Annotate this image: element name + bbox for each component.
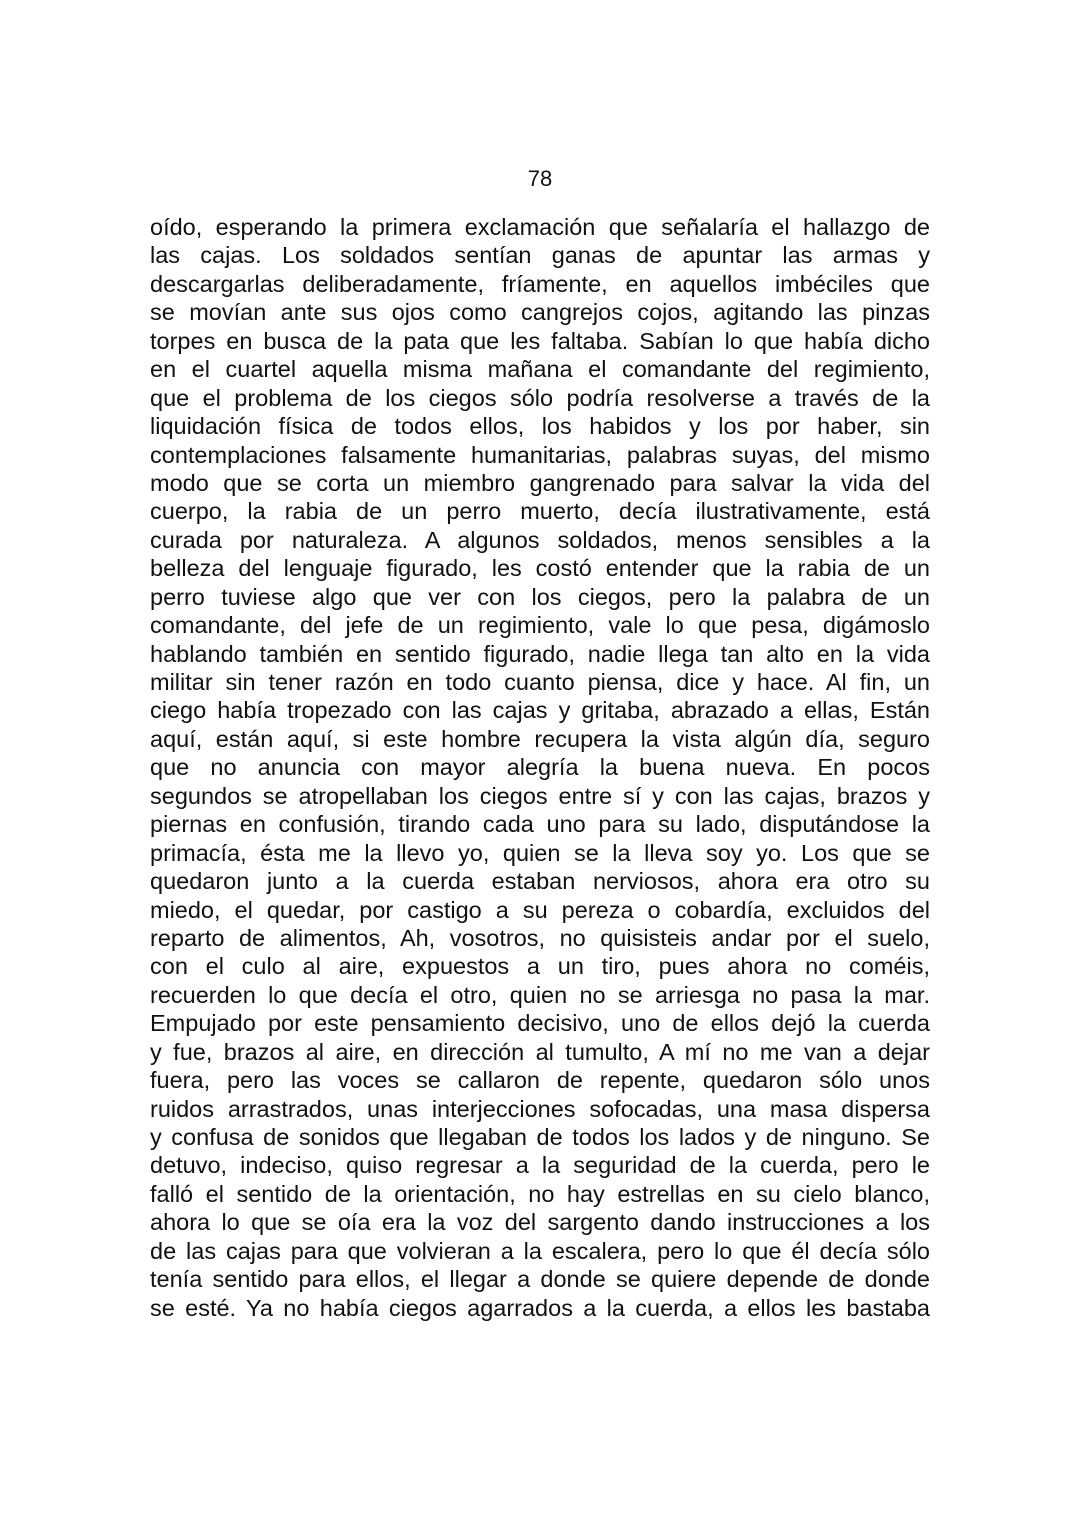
text-line: cuerpo, la rabia de un perro muerto, decía ilustrativamente, está	[150, 498, 930, 525]
text-line: detuvo, indeciso, quiso regresar a la seguridad de la cuerda, pero le	[150, 1152, 930, 1179]
text-line: aquí, están aquí, si este hombre recupera la vista algún día, seguro	[150, 725, 930, 752]
text-line: segundos se atropellaban los ciegos entre sí y con las cajas, brazos y	[150, 782, 930, 809]
text-line: ahora lo que se oía era la voz del sargento dando instrucciones a los	[150, 1209, 930, 1236]
text-line: Empujado por este pensamiento decisivo, uno de ellos dejó la cuerda	[150, 1010, 930, 1037]
text-line: tenía sentido para ellos, el llegar a donde se quiere depende de donde	[150, 1266, 930, 1293]
text-line: comandante, del jefe de un regimiento, vale lo que pesa, digámoslo	[150, 612, 930, 639]
text-line: se esté. Ya no había ciegos agarrados a la cuerda, a ellos les bastaba	[150, 1294, 930, 1321]
body-text	[150, 213, 930, 1322]
text-line: que no anuncia con mayor alegría la buena nueva. En pocos	[150, 754, 930, 781]
page-number: 78	[527, 166, 553, 191]
text-line: perro tuviese algo que ver con los ciegos, pero la palabra de un	[150, 583, 930, 610]
text-line: quedaron junto a la cuerda estaban nerviosos, ahora era otro su	[150, 868, 930, 895]
text-line: piernas en confusión, tirando cada uno para su lado, disputándose la	[150, 811, 930, 838]
text-line: curada por naturaleza. A algunos soldados, menos sensibles a la	[150, 526, 930, 553]
text-line: y fue, brazos al aire, en dirección al tumulto, A mí no me van a dejar	[150, 1038, 930, 1065]
text-line: de las cajas para que volvieran a la escalera, pero lo que él decía sólo	[150, 1237, 930, 1264]
text-line: primacía, ésta me la llevo yo, quien se la lleva soy yo. Los que se	[150, 839, 930, 866]
text-line: contemplaciones falsamente humanitarias, palabras suyas, del mismo	[150, 441, 930, 468]
text-line: se movían ante sus ojos como cangrejos cojos, agitando las pinzas	[150, 299, 930, 326]
text-line: recuerden lo que decía el otro, quien no se arriesga no pasa la mar.	[150, 981, 930, 1008]
text-line: descargarlas deliberadamente, fríamente, en aquellos imbéciles que	[150, 270, 930, 297]
text-line: las cajas. Los soldados sentían ganas de apuntar las armas y	[150, 242, 930, 269]
text-line: en el cuartel aquella misma mañana el comandante del regimiento,	[150, 356, 930, 383]
text-line: belleza del lenguaje figurado, les costó entender que la rabia de un	[150, 555, 930, 582]
text-line: fuera, pero las voces se callaron de repente, quedaron sólo unos	[150, 1067, 930, 1094]
text-line: falló el sentido de la orientación, no hay estrellas en su cielo blanco,	[150, 1180, 930, 1207]
text-line: oído, esperando la primera exclamación que señalaría el hallazgo de	[150, 214, 930, 240]
text-line: que el problema de los ciegos sólo podría resolverse a través de la	[150, 384, 930, 411]
text-line: ciego había tropezado con las cajas y gritaba, abrazado a ellas, Están	[150, 697, 930, 724]
text-line: militar sin tener razón en todo cuanto piensa, dice y hace. Al fin, un	[150, 669, 930, 695]
text-line: modo que se corta un miembro gangrenado para salvar la vida del	[150, 469, 930, 496]
text-line: hablando también en sentido figurado, nadie llega tan alto en la vida	[150, 640, 930, 667]
text-line: y confusa de sonidos que llegaban de todos los lados y de ninguno. Se	[150, 1124, 930, 1150]
text-line: miedo, el quedar, por castigo a su pereza o cobardía, excluidos del	[150, 896, 930, 923]
text-line: torpes en busca de la pata que les faltaba. Sabían lo que había dicho	[150, 327, 930, 354]
text-line: reparto de alimentos, Ah, vosotros, no quisisteis andar por el suelo,	[150, 924, 930, 951]
text-line: ruidos arrastrados, unas interjecciones sofocadas, una masa dispersa	[150, 1095, 930, 1122]
text-line: liquidación física de todos ellos, los habidos y los por haber, sin	[150, 413, 930, 440]
text-line: con el culo al aire, expuestos a un tiro, pues ahora no coméis,	[150, 953, 930, 980]
